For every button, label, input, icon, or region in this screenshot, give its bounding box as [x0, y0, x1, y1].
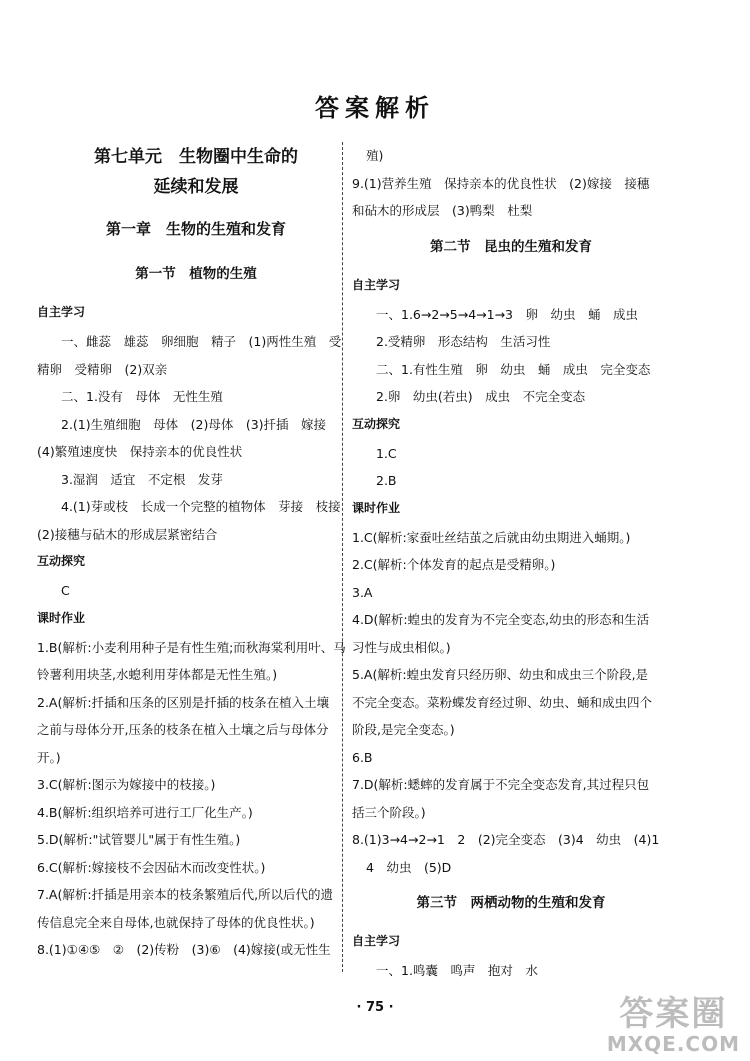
answer-line: 9.(1)营养生殖 保持亲本的优良性状 (2)嫁接 接穗	[352, 175, 650, 191]
watermark-mark: 答案圈	[619, 994, 728, 1034]
answer-line: C	[61, 583, 70, 598]
answer-line: 8.(1)①④⑤ ② (2)传粉 (3)⑥ (4)嫁接(或无性生	[37, 942, 331, 957]
answer-line: (4)繁殖速度快 保持亲本的优良性状	[37, 444, 243, 459]
answer-line: 传信息完全来自母体,也就保持了母体的优良性状。)	[37, 914, 315, 930]
answer-line: 开。)	[37, 749, 61, 765]
answer-line: 7.A(解析:扦插是用亲本的枝条繁殖后代,所以后代的遗	[37, 887, 334, 902]
watermark-logo	[607, 995, 740, 1055]
answer-line: 铃薯利用块茎,水螅利用芽体都是无性生殖。)	[37, 667, 278, 682]
heading-keshi-2: 课时作业	[352, 500, 401, 515]
page-title: 答案解析	[315, 94, 435, 122]
answer-line: 5.A(解析:蝗虫发育只经历卵、幼虫和成虫三个阶段,是	[352, 667, 649, 682]
answer-line: 5.D(解析:"试管婴儿"属于有性生殖。)	[37, 832, 241, 847]
answer-line: 2.B	[376, 473, 397, 488]
answer-line: 7.D(解析:蟋蟀的发育属于不完全变态发育,其过程只包	[352, 777, 650, 792]
answer-line: 1.C(解析:家蚕吐丝结茧之后就由幼虫期进入蛹期。)	[352, 529, 631, 545]
answer-line: 1.C	[376, 445, 397, 461]
section-title-2: 第二节 昆虫的生殖和发育	[430, 238, 592, 255]
answer-line: 2.卵 幼虫(若虫) 成虫 不完全变态	[376, 389, 586, 404]
watermark-url: MXQE.COM	[606, 1032, 740, 1056]
section-title-3: 第三节 两栖动物的生殖和发育	[416, 895, 606, 911]
answer-line: 一、雌蕊 雄蕊 卵细胞 精子 (1)两性生殖 受	[61, 334, 342, 349]
answer-line: 8.(1)3→4→2→1 2 (2)完全变态 (3)4 幼虫 (4)1	[352, 832, 660, 847]
answer-line: 习性与成虫相似。)	[352, 639, 451, 655]
heading-hudong-1: 互动探究	[37, 554, 86, 568]
heading-keshi-1: 课时作业	[37, 610, 86, 625]
answer-line: 3.A	[352, 584, 373, 600]
answer-line: 2.C(解析:个体发育的起点是受精卵。)	[352, 557, 556, 572]
answer-line: 4.B(解析:组织培养可进行工厂化生产。)	[37, 804, 253, 820]
answer-line: 不完全变态。菜粉蝶发育经过卵、幼虫、蛹和成虫四个	[352, 694, 653, 710]
answer-line: 之前与母体分开,压条的枝条在植入土壤之后与母体分	[37, 722, 329, 737]
unit-title-line-1: 第七单元 生物圈中生命的	[94, 147, 298, 167]
heading-hudong-2: 互动探究	[352, 416, 401, 431]
answer-line: 2.(1)生殖细胞 母体 (2)母体 (3)扦插 嫁接	[61, 416, 327, 432]
answer-line: 6.B	[352, 749, 373, 765]
answer-line: 3.C(解析:图示为嫁接中的枝接。)	[37, 777, 216, 792]
page-number: · 75 ·	[356, 1000, 394, 1015]
answer-line: 二、1.没有 母体 无性生殖	[61, 389, 223, 404]
heading-zizhu-3: 自主学习	[352, 934, 401, 948]
left-column	[37, 142, 355, 964]
answer-line: 和砧木的形成层 (3)鸭梨 杜梨	[352, 203, 533, 218]
answer-line: 1.B(解析:小麦利用种子是有性生殖;而秋海棠利用叶、马	[37, 639, 346, 655]
answer-line: 殖)	[366, 148, 384, 163]
answer-line: 阶段,是完全变态。)	[352, 722, 455, 737]
right-column	[352, 142, 670, 985]
answer-line: 3.湿润 适宜 不定根 发芽	[61, 471, 223, 487]
answer-line: 4 幼虫 (5)D	[366, 859, 452, 875]
section-title-1: 第一节 植物的生殖	[135, 266, 257, 282]
chapter-title: 第一章 生物的生殖和发育	[105, 220, 286, 238]
answer-line: 括三个阶段。)	[352, 804, 426, 820]
answer-line: 一、1.鸣囊 鸣声 抱对 水	[376, 963, 538, 978]
heading-zizhu-2: 自主学习	[352, 277, 401, 292]
answer-line: 2.A(解析:扦插和压条的区别是扦插的枝条在植入土壤	[37, 694, 330, 710]
heading-zizhu-1: 自主学习	[37, 305, 86, 319]
answer-line: 2.受精卵 形态结构 生活习性	[376, 334, 551, 349]
answer-line: 4.(1)芽或枝 长成一个完整的植物体 芽接 枝接	[61, 499, 341, 514]
unit-title-line-2: 延续和发展	[153, 177, 239, 197]
answer-line: 精卵 受精卵 (2)双亲	[37, 361, 168, 377]
answer-line: 6.C(解析:嫁接枝不会因砧木而改变性状。)	[37, 859, 266, 875]
answer-line: 4.D(解析:蝗虫的发育为不完全变态,幼虫的形态和生活	[352, 612, 650, 627]
answer-line: 一、1.6→2→5→4→1→3 卵 幼虫 蛹 成虫	[376, 306, 639, 322]
answer-line: 二、1.有性生殖 卵 幼虫 蛹 成虫 完全变态	[376, 361, 651, 377]
answer-line: (2)接穗与砧木的形成层紧密结合	[37, 526, 218, 542]
